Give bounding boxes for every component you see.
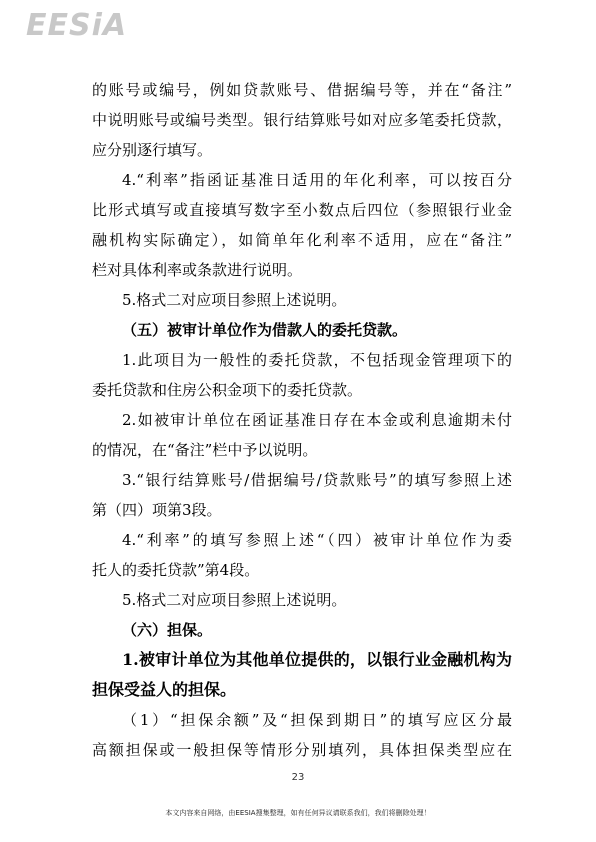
body-line: 中说明账号或编号类型。银行结算账号如对应多笔委托贷款，	[92, 111, 512, 129]
body-line: 托人的委托贷款”第4段。	[92, 561, 260, 579]
body-line: 1.此项目为一般性的委托贷款，不包括现金管理项下的	[122, 351, 512, 369]
body-line: 5.格式二对应项目参照上述说明。	[122, 291, 347, 309]
document-body	[92, 80, 512, 770]
body-line: 4.“利率”指函证基准日适用的年化利率，可以按百分	[122, 171, 512, 189]
section-heading: （六）担保。	[122, 621, 213, 639]
eesia-logo: EESiA	[26, 8, 128, 43]
body-line: 栏对具体利率或条款进行说明。	[92, 261, 303, 279]
body-line: 5.格式二对应项目参照上述说明。	[122, 591, 347, 609]
body-line: 的账号或编号，例如贷款账号、借据编号等，并在“备注”	[92, 81, 512, 99]
body-line: （1）“担保余额”及“担保到期日”的填写应区分最	[122, 711, 512, 729]
body-line: 高额担保或一般担保等情形分别填列，具体担保类型应在	[92, 741, 512, 759]
body-line: 第（四）项第3段。	[92, 501, 222, 519]
body-line: 4.“利率”的填写参照上述“（四）被审计单位作为委	[122, 531, 512, 549]
body-line: 3.“银行结算账号/借据编号/贷款账号”的填写参照上述	[122, 471, 512, 489]
subsection-heading: 1.被审计单位为其他单位提供的，以银行业金融机构为	[122, 650, 512, 669]
body-line: 委托贷款和住房公积金项下的委托贷款。	[92, 381, 363, 399]
footer-disclaimer: 本文内容来自网络，由EESIA搜集整理，如有任何异议请联系我们，我们将删除处理！	[165, 809, 431, 817]
body-line: 应分别逐行填写。	[92, 141, 213, 159]
body-line: 比形式填写或直接填写数字至小数点后四位（参照银行业金	[92, 201, 512, 219]
page-number: 23	[291, 772, 305, 783]
body-line: 融机构实际确定），如简单年化利率不适用，应在“备注”	[92, 231, 512, 249]
body-line: 的情况，在“备注”栏中予以说明。	[92, 441, 318, 459]
section-heading: （五）被审计单位作为借款人的委托贷款。	[122, 321, 408, 339]
subsection-heading: 担保受益人的担保。	[92, 680, 237, 699]
body-line: 2.如被审计单位在函证基准日存在本金或利息逾期未付	[122, 411, 512, 429]
